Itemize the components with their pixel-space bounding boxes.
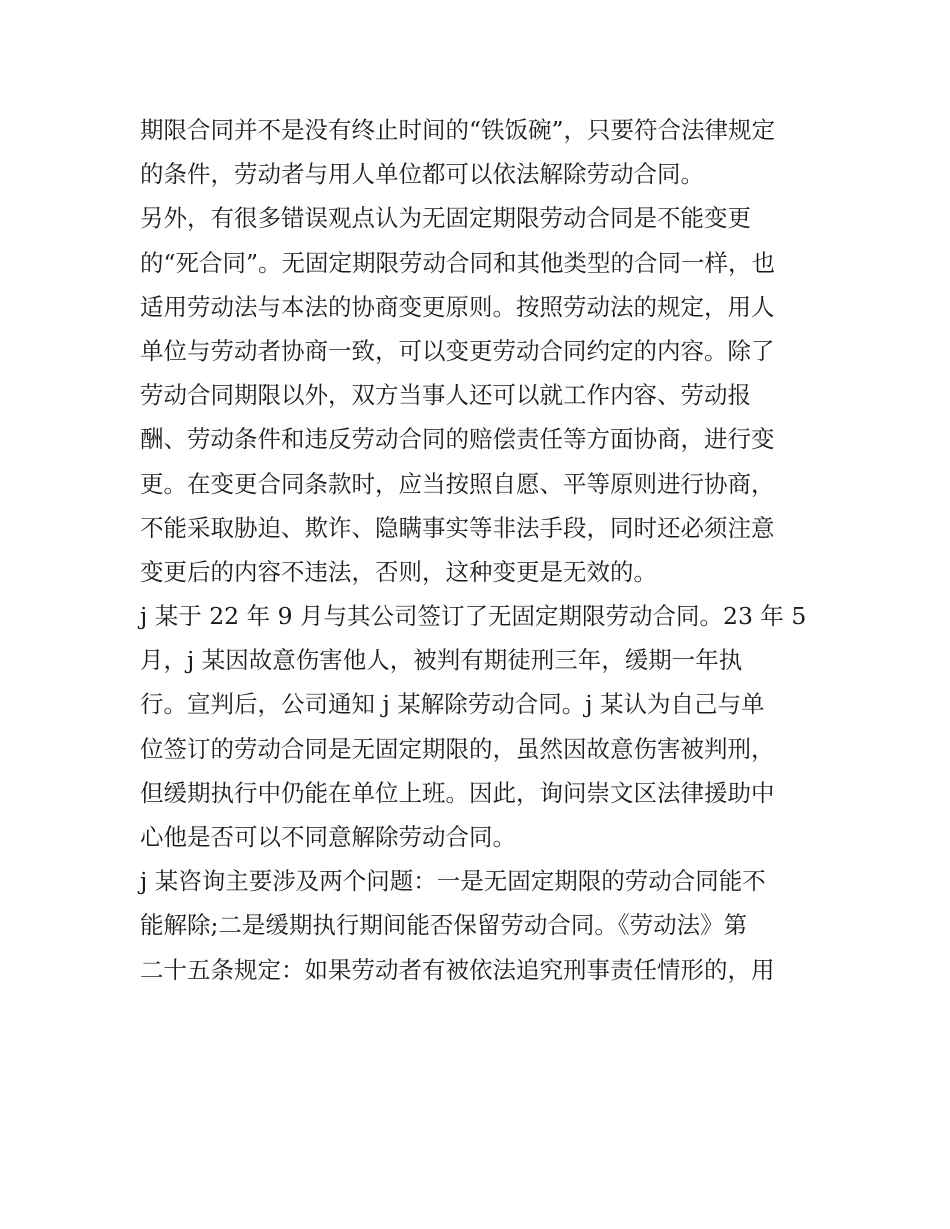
document-body (140, 108, 820, 992)
text-line: 月，j 某因故意伤害他人，被判有期徒刑三年，缓期一年执 (140, 646, 743, 675)
text-line: 二十五条规定：如果劳动者有被依法追究刑事责任情形的，用 (140, 955, 775, 984)
text-line: 不能采取胁迫、欺诈、隐瞒事实等非法手段，同时还必须注意 (140, 513, 775, 542)
text-line: 的“死合同”。无固定期限劳动合同和其他类型的合同一样，也 (140, 248, 776, 277)
text-line: 的条件，劳动者与用人单位都可以依法解除劳动合同。 (140, 160, 704, 189)
text-line: 单位与劳动者协商一致，可以变更劳动合同约定的内容。除了 (140, 336, 775, 365)
text-line: 另外，有很多错误观点认为无固定期限劳动合同是不能变更 (140, 204, 751, 233)
text-line: 期限合同并不是没有终止时间的“铁饭碗”，只要符合法律规定 (140, 116, 776, 144)
text-line: 更。在变更合同条款时，应当按照自愿、平等原则进行协商， (140, 469, 775, 498)
text-line: 位签订的劳动合同是无固定期限的，虽然因故意伤害被判刑， (140, 734, 775, 763)
text-line: 酬、劳动条件和违反劳动合同的赔偿责任等方面协商，进行变 (140, 425, 775, 454)
text-line: 能解除;二是缓期执行期间能否保留劳动合同。《劳动法》第 (140, 911, 748, 940)
text-line: 行。宣判后，公司通知 j 某解除劳动合同。j 某认为自己与单 (140, 690, 765, 719)
text-line: j 某咨询主要涉及两个问题：一是无固定期限的劳动合同能不 (140, 867, 766, 896)
text-line: 心他是否可以不同意解除劳动合同。 (140, 823, 516, 851)
text-line: j 某于 22 年 9 月与其公司签订了无固定期限劳动合同。23 年 5 (140, 602, 807, 631)
text-line: 适用劳动法与本法的协商变更原则。按照劳动法的规定，用人 (140, 292, 775, 321)
text-line: 劳动合同期限以外，双方当事人还可以就工作内容、劳动报 (140, 381, 751, 410)
text-line: 但缓期执行中仍能在单位上班。因此，询问崇文区法律援助中 (140, 778, 775, 807)
text-line: 变更后的内容不违法，否则，这种变更是无效的。 (140, 557, 657, 586)
